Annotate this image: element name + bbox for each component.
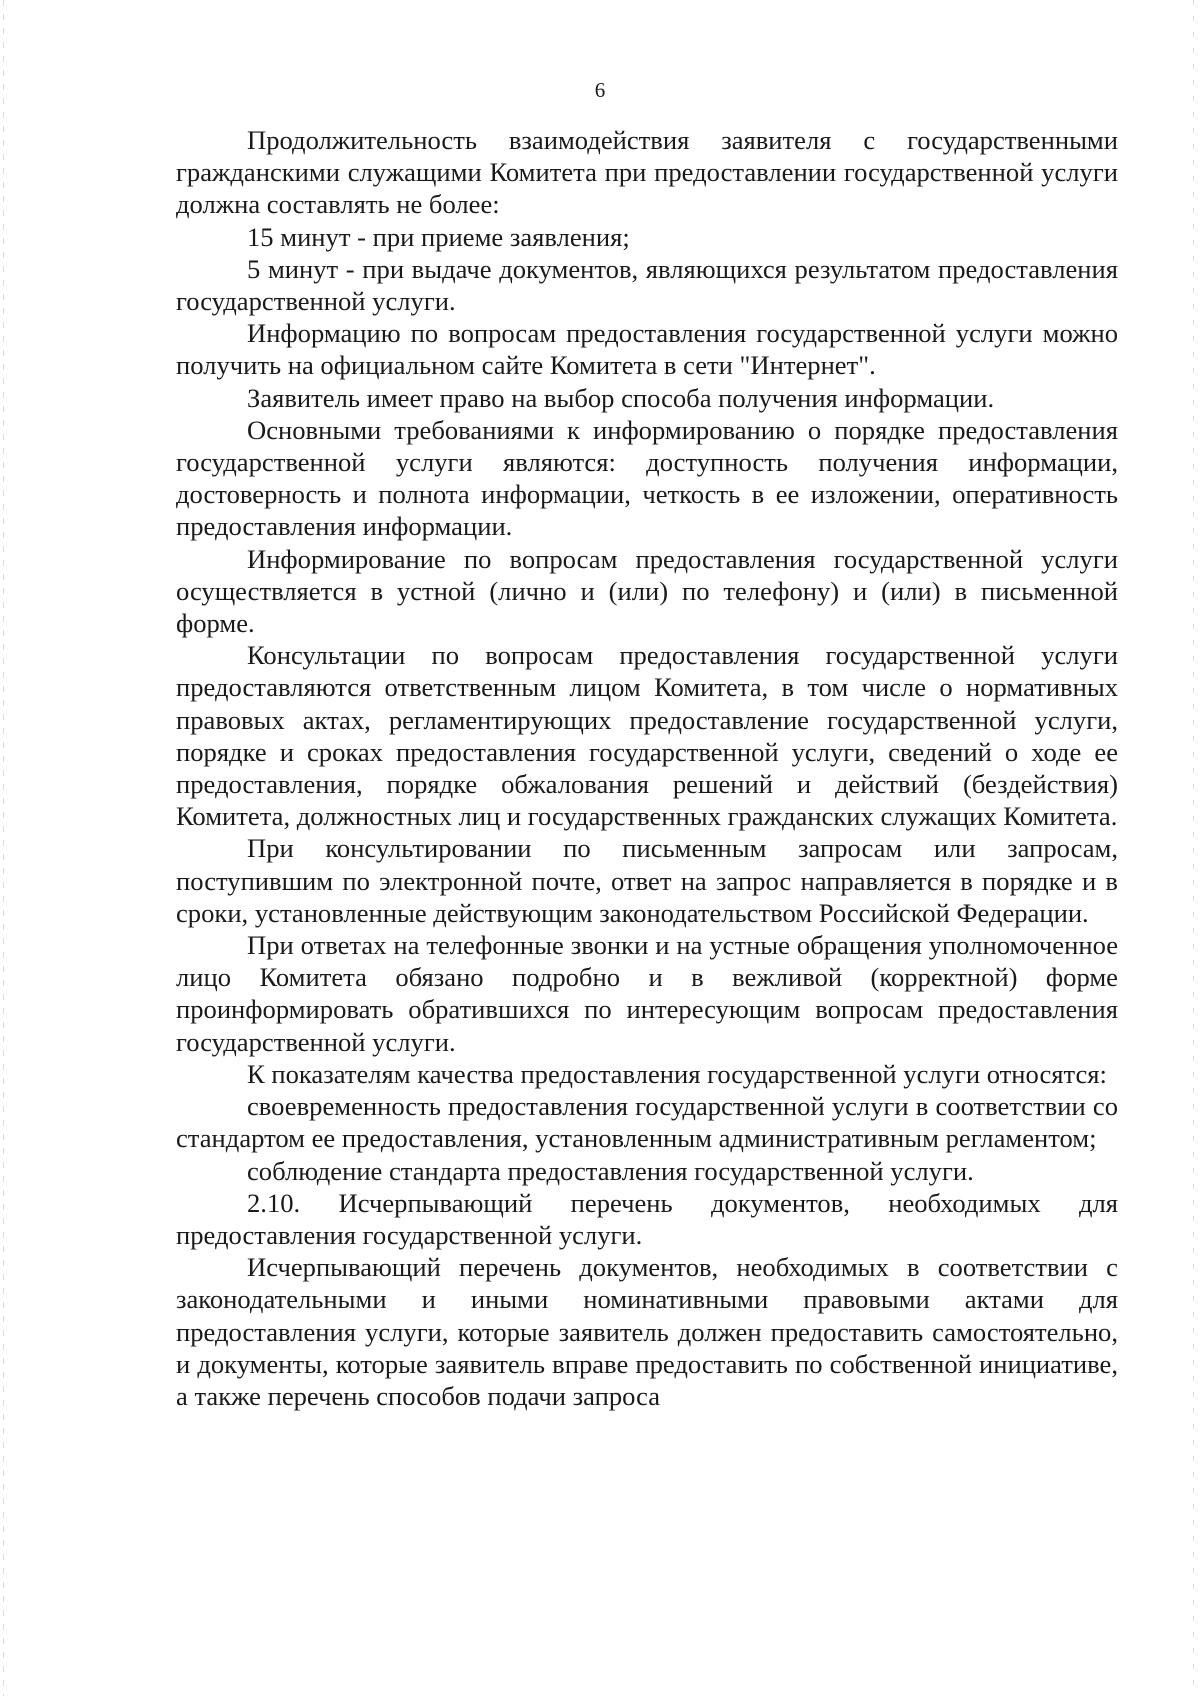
paragraph-informing-forms: Информирование по вопросам предоставления государственной услуги осуществляется в устной (лично и (или) по телефону) и (или) в письменной форме. <box>176 543 1118 639</box>
paragraph-phone-calls: При ответах на телефонные звонки и на устные обращения уполномоченное лицо Комитета обязано подробно и в вежливой (корректной) форме проинформировать обратившихся по интересующим вопросам предоставления государственной услуги. <box>176 930 1118 1057</box>
section-heading-2-10: 2.10. Исчерпывающий перечень документов, необходимых для предоставления государственной услуги. <box>176 1187 1118 1250</box>
paragraph-timeliness: своевременность предоставления государственной услуги в соответствии со стандартом ее предоставления, установленным административным регламентом; <box>176 1091 1118 1154</box>
paragraph-documents-list: Исчерпывающий перечень документов, необходимых в соответствии с законодательными и иными номинативными правовыми актами для предоставления услуги, которые заявитель должен предоставить самостоятельно, и документы, которые заявитель вправе предоставить по собственной инициативе, а также перечень способов подачи запроса <box>176 1252 1118 1411</box>
paragraph-requirements: Основными требованиями к информированию о порядке предоставления государственной услуги являются: доступность получения информации, достоверность и полнота информации, четкость в ее изложении, оперативность предоставления информации. <box>176 414 1118 542</box>
paragraph-issue-time: 5 минут - при выдаче документов, являющихся результатом предоставления государственной услуги. <box>176 253 1118 317</box>
paragraph-choice-of-method: Заявитель имеет право на выбор способа получения информации. <box>247 382 995 413</box>
page-number: 6 <box>594 78 606 102</box>
paragraph-reception-time: 15 минут - при приеме заявления; <box>247 221 630 252</box>
paragraph-standard-compliance: соблюдение стандарта предоставления государственной услуги. <box>247 1155 974 1186</box>
paragraph-consultations: Консультации по вопросам предоставления государственной услуги предоставляются ответственным лицом Комитета, в том числе о нормативных правовых актах, регламентирующих предоставление государственной услуги, порядке и сроках предоставления государственной услуги, сведений о ходе ее предоставления, порядке обжалования решений и действий (бездействия) Комитета, должностных лиц и государственных гражданских служащих Комитета. <box>176 640 1118 832</box>
scan-edge-left <box>3 0 4 1696</box>
paragraph-written-requests: При консультировании по письменным запросам или запросам, поступившим по электронной почте, ответ на запрос направляется в порядке и в сроки, установленные действующим законодательством Российской Федерации. <box>176 833 1118 928</box>
paragraph-quality-indicators: К показателям качества предоставления государственной услуги относятся: <box>247 1058 1107 1089</box>
paragraph-interaction-duration: Продолжительность взаимодействия заявителя с государственными гражданскими служащими Комитета при предоставлении государственной услуги должна составлять не более: <box>176 125 1118 220</box>
document-body <box>176 124 1118 1412</box>
paragraph-website-info: Информацию по вопросам предоставления государственной услуги можно получить на официальном сайте Комитета в сети "Интернет". <box>176 318 1118 381</box>
scan-edge-right <box>1193 0 1194 1696</box>
